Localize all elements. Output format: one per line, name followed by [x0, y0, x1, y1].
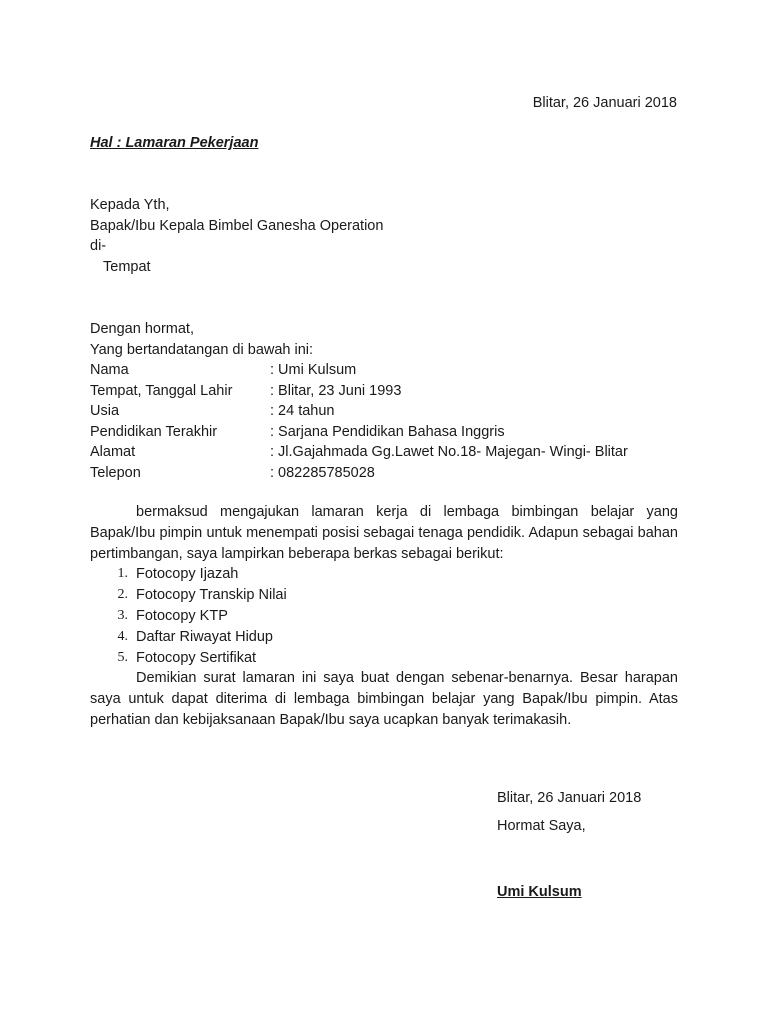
list-item [90, 585, 678, 606]
list-text: Fotocopy KTP [136, 607, 228, 624]
recipient-line: Tempat [103, 258, 151, 275]
detail-row [90, 401, 628, 422]
recipient-block [90, 195, 383, 277]
detail-row [90, 381, 628, 402]
detail-label: Usia [90, 403, 120, 419]
signature-name: Umi Kulsum [497, 884, 582, 900]
list-number: 5. [117, 649, 128, 665]
closing-paragraph: Demikian surat lamaran ini saya buat dengan sebenar-benarnya. Besar harapan saya untuk dapat diterima di lembaga bimbingan belajar yang Bapak/Ibu pimpin. Atas perhatian dan kebijaksanaan Bapak/Ibu saya ucapkan banyak terimakasih. [90, 670, 678, 728]
signature-date: Blitar, 26 Januari 2018 [497, 790, 642, 806]
list-number: 2. [117, 587, 128, 603]
detail-row [90, 360, 628, 381]
signature-block [497, 788, 641, 902]
detail-value: : Sarjana Pendidikan Bahasa Inggris [270, 423, 505, 440]
detail-row [90, 463, 628, 484]
signature-regards: Hormat Saya, [497, 818, 586, 834]
detail-value: : 24 tahun [270, 403, 335, 419]
recipient-line: di- [90, 238, 107, 254]
list-item [90, 564, 678, 585]
attachment-list [90, 564, 678, 668]
list-text: Daftar Riwayat Hidup [136, 628, 273, 645]
detail-label: Nama [90, 362, 129, 378]
detail-value: : Blitar, 23 Juni 1993 [270, 382, 402, 399]
list-text: Fotocopy Ijazah [136, 566, 239, 583]
list-item [90, 627, 678, 648]
detail-label: Tempat, Tanggal Lahir [90, 382, 233, 399]
detail-label: Alamat [90, 444, 136, 460]
list-number: 4. [117, 628, 128, 644]
applicant-details [90, 360, 628, 483]
list-item [90, 648, 678, 669]
list-item [90, 606, 678, 627]
list-number: 3. [117, 607, 128, 623]
detail-label: Pendidikan Terakhir [90, 423, 218, 440]
intro-line: Yang bertandatangan di bawah ini: [90, 341, 314, 358]
list-text: Fotocopy Transkip Nilai [136, 587, 287, 604]
detail-value: : Umi Kulsum [270, 362, 357, 378]
recipient-line: Kepada Yth, [90, 197, 170, 213]
detail-value: : 082285785028 [270, 464, 375, 481]
opening-block [90, 319, 313, 360]
letter-body [90, 502, 678, 731]
detail-row [90, 422, 628, 443]
list-text: Fotocopy Sertifikat [136, 649, 257, 666]
letter-subject: Hal : Lamaran Pekerjaan [90, 135, 259, 151]
list-number: 1. [117, 566, 128, 582]
detail-value: : Jl.Gajahmada Gg.Lawet No.18- Majegan- Wingi- Blitar [270, 444, 628, 460]
letter-date: Blitar, 26 Januari 2018 [532, 95, 677, 111]
body-paragraph: bermaksud mengajukan lamaran kerja di lembaga bimbingan belajar yang Bapak/Ibu pimpin untuk menempati posisi sebagai tenaga pendidik. Adapun sebagai bahan pertimbangan, saya lampirkan beberapa berkas sebagai berikut: [90, 504, 678, 562]
recipient-line: Bapak/Ibu Kepala Bimbel Ganesha Operation [90, 217, 384, 234]
detail-label: Telepon [90, 464, 141, 481]
detail-row [90, 442, 628, 463]
greeting: Dengan hormat, [90, 321, 194, 337]
